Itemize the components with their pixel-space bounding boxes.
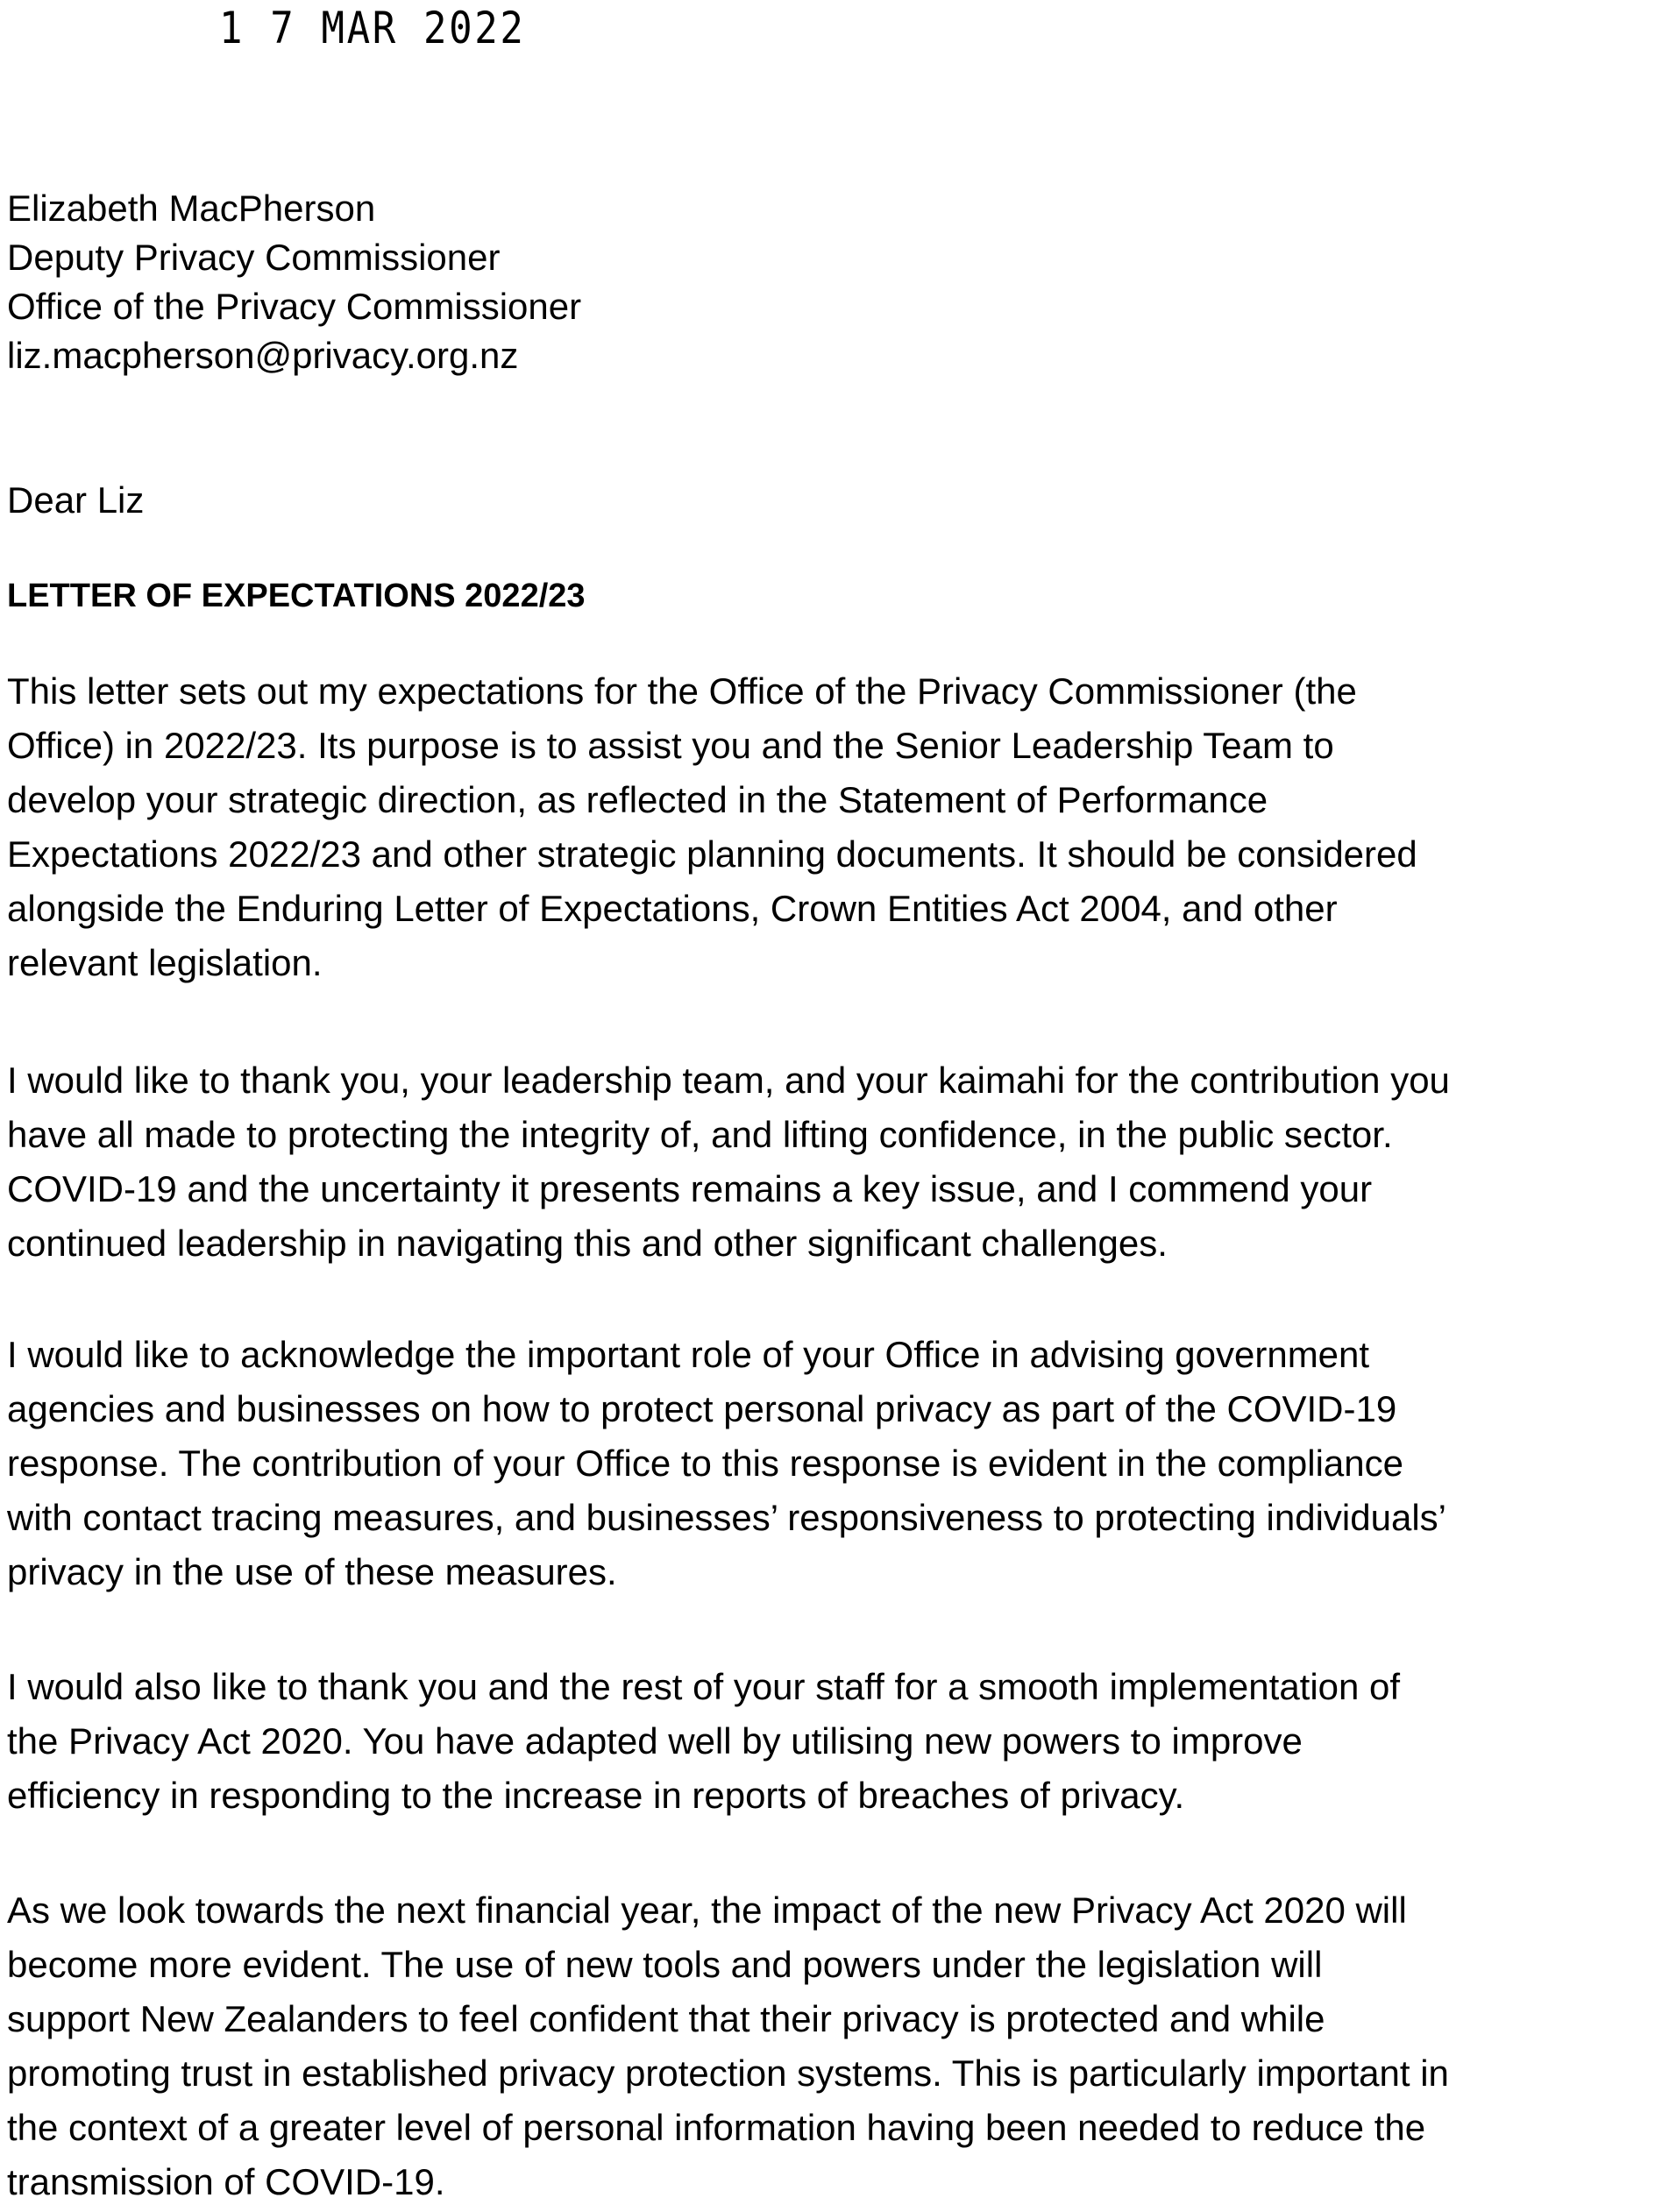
- paragraph-line: This letter sets out my expectations for the Office of the Privacy Commissioner (the: [7, 670, 1357, 712]
- paragraph-line: As we look towards the next financial year, the impact of the new Privacy Act 2020 will: [7, 1889, 1407, 1931]
- paragraph-line: the Privacy Act 2020. You have adapted well by utilising new powers to improve: [7, 1720, 1303, 1762]
- paragraph-line: become more evident. The use of new tools and powers under the legislation will: [7, 1944, 1323, 1985]
- paragraph-line: continued leadership in navigating this and other significant challenges.: [7, 1223, 1168, 1264]
- paragraph-line: develop your strategic direction, as reflected in the Statement of Performance: [7, 779, 1268, 820]
- paragraph-line: I would like to thank you, your leadership team, and your kaimahi for the contribution you: [7, 1060, 1450, 1101]
- paragraph-line: COVID-19 and the uncertainty it presents remains a key issue, and I commend your: [7, 1168, 1373, 1209]
- recipient-name: Elizabeth MacPherson: [7, 188, 376, 229]
- paragraph-line: relevant legislation.: [7, 942, 323, 983]
- salutation: Dear Liz: [7, 479, 145, 521]
- recipient-title: Deputy Privacy Commissioner: [7, 237, 501, 278]
- paragraph-line: I would like to acknowledge the important role of your Office in advising government: [7, 1334, 1370, 1375]
- paragraph-5: [7, 1883, 1648, 2209]
- paragraph-line: promoting trust in established privacy protection systems. This is particularly important in: [7, 2052, 1449, 2094]
- paragraph-line: response. The contribution of your Office to this response is evident in the compliance: [7, 1443, 1404, 1484]
- paragraph-line: support New Zealanders to feel confident that their privacy is protected and while: [7, 1998, 1325, 2039]
- recipient-email: liz.macpherson@privacy.org.nz: [7, 335, 519, 376]
- paragraph-line: Expectations 2022/23 and other strategic planning documents. It should be considered: [7, 833, 1417, 875]
- paragraph-line: alongside the Enduring Letter of Expectations, Crown Entities Act 2004, and other: [7, 888, 1338, 929]
- recipient-address: [7, 184, 581, 380]
- paragraph-line: I would also like to thank you and the rest of your staff for a smooth implementation of: [7, 1666, 1401, 1707]
- paragraph-line: agencies and businesses on how to protect personal privacy as part of the COVID-19: [7, 1388, 1397, 1429]
- recipient-organisation: Office of the Privacy Commissioner: [7, 286, 582, 327]
- paragraph-line: with contact tracing measures, and businesses’ responsiveness to protecting individuals’: [7, 1497, 1446, 1538]
- paragraph-line: have all made to protecting the integrity of, and lifting confidence, in the public sector.: [7, 1114, 1393, 1155]
- paragraph-1: [7, 664, 1648, 990]
- paragraph-line: transmission of COVID-19.: [7, 2161, 445, 2202]
- paragraph-4: [7, 1660, 1648, 1823]
- paragraph-line: privacy in the use of these measures.: [7, 1551, 617, 1592]
- paragraph-2: [7, 1053, 1648, 1271]
- paragraph-line: Office) in 2022/23. Its purpose is to assist you and the Senior Leadership Team to: [7, 725, 1334, 766]
- paragraph-line: the context of a greater level of personal information having been needed to reduce the: [7, 2107, 1426, 2148]
- letter-subject: LETTER OF EXPECTATIONS 2022/23: [7, 578, 586, 614]
- paragraph-line: efficiency in responding to the increase in reports of breaches of privacy.: [7, 1775, 1185, 1816]
- date-stamp: 1 7 MAR 2022: [219, 3, 526, 53]
- paragraph-3: [7, 1328, 1648, 1599]
